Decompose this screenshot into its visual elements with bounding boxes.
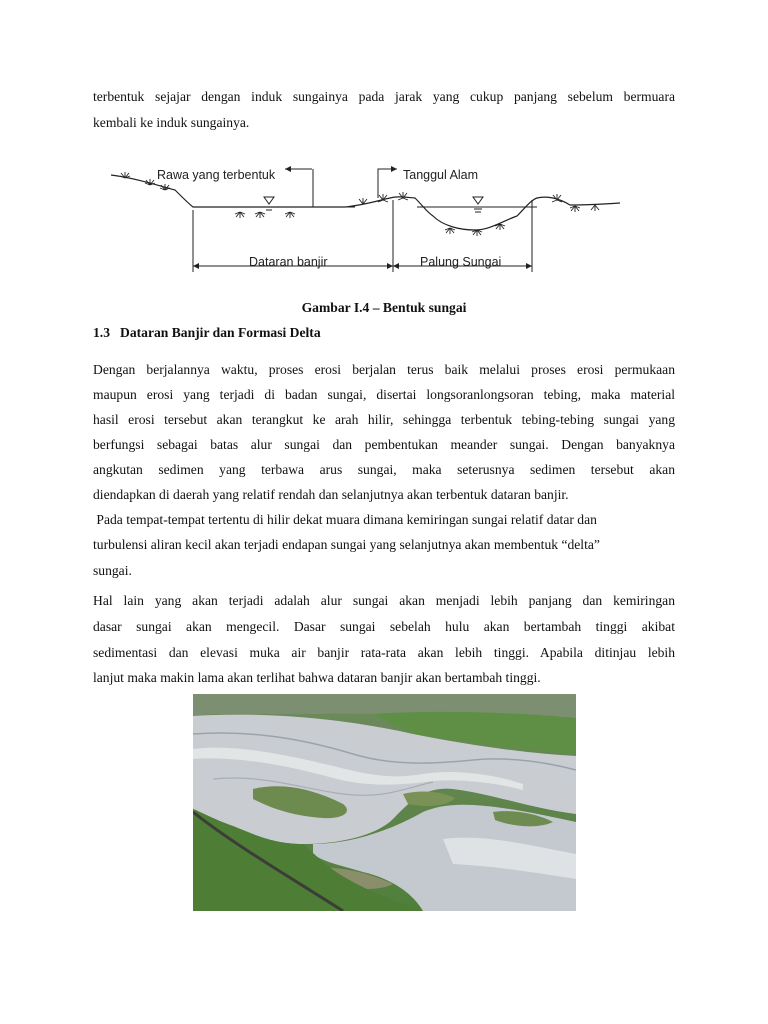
- rawa-pointer-arrowhead: [285, 166, 291, 172]
- water-level-icon: [473, 197, 483, 212]
- river-cross-section-diagram: [105, 160, 630, 275]
- paragraph-line: angkutan sedimen yang terbawa arus sungai, maka seterusnya sedimen tersebut akan: [93, 462, 675, 477]
- tanggul-pointer-arrow: [378, 169, 397, 198]
- paragraph-line: hasil erosi tersebut akan terangkut ke arah hilir, sehingga terbentuk tebing-tebing sungai yang: [93, 412, 675, 427]
- paragraph-line: Dengan berjalannya waktu, proses erosi berjalan terus baik melalui proses erosi permukaan: [93, 362, 675, 377]
- paragraph-line: berfungsi sebagai batas alur sungai dan pembentukan meander sungai. Dengan banyaknya: [93, 437, 675, 452]
- tanggul-pointer-arrowhead: [391, 166, 397, 172]
- floodplain-aerial-photo: [193, 694, 576, 911]
- paragraph-line: diendapkan di daerah yang relatif rendah dan selanjutnya akan terbentuk dataran banjir.: [93, 487, 569, 502]
- paragraph-line: sedimentasi dan elevasi muka air banjir rata-rata akan lebih tinggi. Apabila ditinjau lebih: [93, 645, 675, 660]
- label-palung: Palung Sungai: [420, 255, 502, 269]
- paragraph-line: dasar sungai akan mengecil. Dasar sungai sebelah hulu akan bertambah tinggi akibat: [93, 619, 675, 634]
- label-rawa: Rawa yang terbentuk: [157, 168, 276, 182]
- rawa-pointer-arrow: [285, 169, 313, 207]
- water-level-icon: [264, 197, 274, 210]
- label-tanggul: Tanggul Alam: [403, 168, 479, 182]
- figure-caption: Gambar I.4 – Bentuk sungai: [301, 300, 467, 315]
- label-dataran: Dataran banjir: [249, 255, 328, 269]
- intro-line-2: kembali ke induk sungainya.: [93, 115, 250, 130]
- section-heading: [93, 325, 321, 341]
- section-number: 1.3: [93, 325, 110, 340]
- paragraph-line: maupun erosi yang terjadi di badan sungai, disertai longsoranlongsoran tebing, maka material: [93, 387, 675, 402]
- paragraph-line: Hal lain yang akan terjadi adalah alur sungai akan menjadi lebih panjang dan kemiringan: [93, 593, 675, 608]
- ground-profile-line: [111, 175, 620, 230]
- intro-line-1: terbentuk sejajar dengan induk sungainya pada jarak yang cukup panjang sebelum bermuara: [93, 89, 675, 104]
- paragraph-line: Pada tempat-tempat tertentu di hilir dekat muara dimana kemiringan sungai relatif datar dan: [93, 512, 597, 527]
- paragraph-line: sungai.: [93, 563, 132, 578]
- section-title: Dataran Banjir dan Formasi Delta: [120, 325, 321, 340]
- paragraph-line: lanjut maka makin lama akan terlihat bahwa dataran banjir akan bertambah tinggi.: [93, 670, 541, 685]
- paragraph-line: turbulensi aliran kecil akan terjadi endapan sungai yang selanjutnya akan membentuk “delta”: [93, 537, 600, 552]
